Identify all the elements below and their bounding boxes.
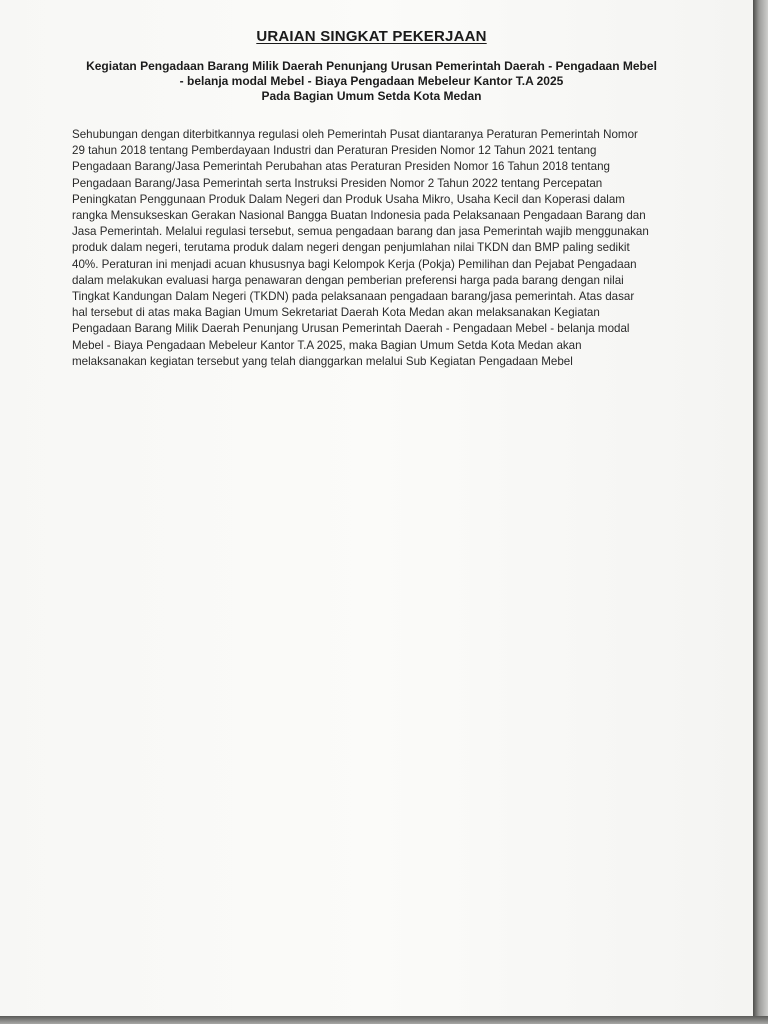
body-line: Jasa Pemerintah. Melalui regulasi tersebut, semua pengadaan barang dan jasa Pemerintah wajib menggunakan [72,225,649,239]
body-line: rangka Mensukseskan Gerakan Nasional Bangga Buatan Indonesia pada Pelaksanaan Pengadaan Barang dan [72,209,646,223]
body-line: 40%. Peraturan ini menjadi acuan khususnya bagi Kelompok Kerja (Pokja) Pemilihan dan Pejabat Pengadaan [72,257,637,271]
body-line: Pengadaan Barang/Jasa Pemerintah Perubahan atas Peraturan Presiden Nomor 16 Tahun 2018 tentang [72,160,610,174]
subtitle-line: - belanja modal Mebel - Biaya Pengadaan Mebeleur Kantor T.A 2025 [179,74,564,88]
document-subtitle [60,59,683,104]
body-line: Pengadaan Barang/Jasa Pemerintah serta Instruksi Presiden Nomor 2 Tahun 2022 tentang Percepatan [72,176,603,190]
body-line: produk dalam negeri, terutama produk dalam negeri dengan penjumlahan nilai TKDN dan BMP paling sedikit [72,241,630,255]
body-line: hal tersebut di atas maka Bagian Umum Sekretariat Daerah Kota Medan akan melaksanakan Kegiatan [72,306,600,320]
body-line: Sehubungan dengan diterbitkannya regulasi oleh Pemerintah Pusat diantaranya Peraturan Pemerintah Nomor [72,128,638,141]
document-title: URAIAN SINGKAT PEKERJAAN [256,28,487,45]
scanner-right-edge [753,0,768,1024]
body-line: Pengadaan Barang Milik Daerah Penunjang Urusan Pemerintah Daerah - Pengadaan Mebel - belanja modal [72,322,630,336]
body-line: melaksanakan kegiatan tersebut yang telah dianggarkan melalui Sub Kegiatan Pengadaan Mebel [72,354,573,368]
body-paragraph [72,127,672,370]
body-line: 29 tahun 2018 tentang Pemberdayaan Industri dan Peraturan Presiden Nomor 12 Tahun 2021 tentang [72,144,597,158]
body-line: Tingkat Kandungan Dalam Negeri (TKDN) pada pelaksanaan pengadaan barang/jasa pemerintah. Atas dasar [72,290,635,304]
body-line: Mebel - Biaya Pengadaan Mebeleur Kantor T.A 2025, maka Bagian Umum Setda Kota Medan akan [72,338,582,352]
subtitle-line: Kegiatan Pengadaan Barang Milik Daerah Penunjang Urusan Pemerintah Daerah - Pengadaan Mebel [86,59,657,73]
body-line: Peningkatan Penggunaan Produk Dalam Negeri dan Produk Usaha Mikro, Usaha Kecil dan Koperasi dalam [72,192,625,206]
subtitle-line: Pada Bagian Umum Setda Kota Medan [261,89,482,103]
scanner-bottom-edge [0,1016,768,1024]
body-line: dalam melakukan evaluasi harga penawaran dengan pemberian preferensi harga pada barang dengan nilai [72,273,624,287]
